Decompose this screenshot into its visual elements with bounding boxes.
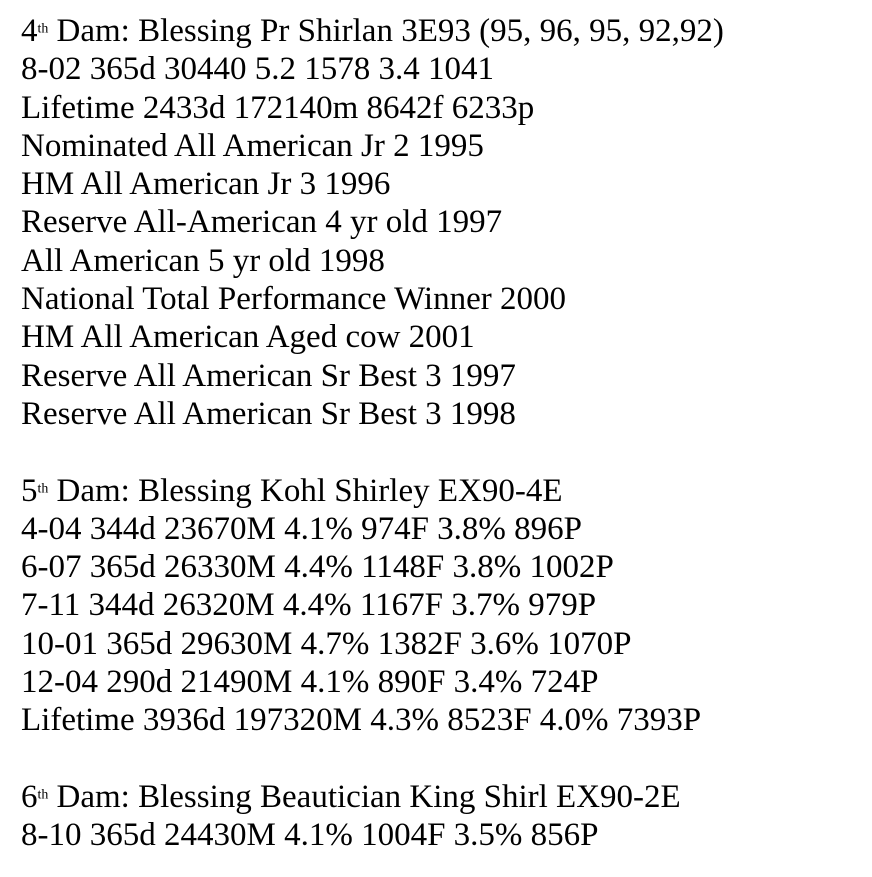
dam-section-5 bbox=[21, 472, 864, 740]
ordinal-suffix: th bbox=[37, 479, 49, 495]
award-line: HM All American Aged cow 2001 bbox=[21, 319, 475, 356]
production-record-line: 12-04 290d 21490M 4.1% 890F 3.4% 724P bbox=[21, 664, 599, 701]
dam-heading-text: Dam: Blessing Beautician King Shirl EX90-2E bbox=[48, 778, 681, 815]
lifetime-record-line: Lifetime 2433d 172140m 8642f 6233p bbox=[21, 89, 535, 126]
production-record-line: 6-07 365d 26330M 4.4% 1148F 3.8% 1002P bbox=[21, 549, 614, 586]
dam-ordinal-number: 5 bbox=[21, 472, 38, 509]
award-line: Reserve All American Sr Best 3 1997 bbox=[21, 357, 516, 394]
award-line: All American 5 yr old 1998 bbox=[21, 242, 385, 279]
award-line: HM All American Jr 3 1996 bbox=[21, 166, 391, 203]
production-record-line: 7-11 344d 26320M 4.4% 1167F 3.7% 979P bbox=[21, 587, 597, 624]
ordinal-suffix: th bbox=[37, 786, 49, 802]
dam-heading bbox=[21, 778, 864, 816]
production-record-line: 10-01 365d 29630M 4.7% 1382F 3.6% 1070P bbox=[21, 625, 632, 662]
dam-heading bbox=[21, 472, 864, 510]
lifetime-record-line: Lifetime 3936d 197320M 4.3% 8523F 4.0% 7393P bbox=[21, 702, 702, 739]
award-line: Reserve All American Sr Best 3 1998 bbox=[21, 395, 516, 432]
dam-heading-text: Dam: Blessing Kohl Shirley EX90-4E bbox=[48, 472, 563, 509]
dam-heading bbox=[21, 12, 864, 50]
production-record-line: 8-02 365d 30440 5.2 1578 3.4 1041 bbox=[21, 51, 494, 88]
dam-heading-text: Dam: Blessing Pr Shirlan 3E93 (95, 96, 95, 92,92) bbox=[48, 13, 724, 49]
dam-section-4 bbox=[21, 12, 864, 433]
production-record-line: 4-04 344d 23670M 4.1% 974F 3.8% 896P bbox=[21, 510, 583, 547]
award-line: Nominated All American Jr 2 1995 bbox=[21, 127, 484, 164]
dam-ordinal-number: 4 bbox=[21, 13, 38, 49]
ordinal-suffix: th bbox=[37, 20, 49, 36]
award-line: Reserve All-American 4 yr old 1997 bbox=[21, 204, 503, 241]
dam-ordinal-number: 6 bbox=[21, 778, 38, 815]
dam-section-6 bbox=[21, 778, 864, 855]
award-line: National Total Performance Winner 2000 bbox=[21, 281, 566, 318]
production-record-line: 8-10 365d 24430M 4.1% 1004F 3.5% 856P bbox=[21, 817, 599, 854]
